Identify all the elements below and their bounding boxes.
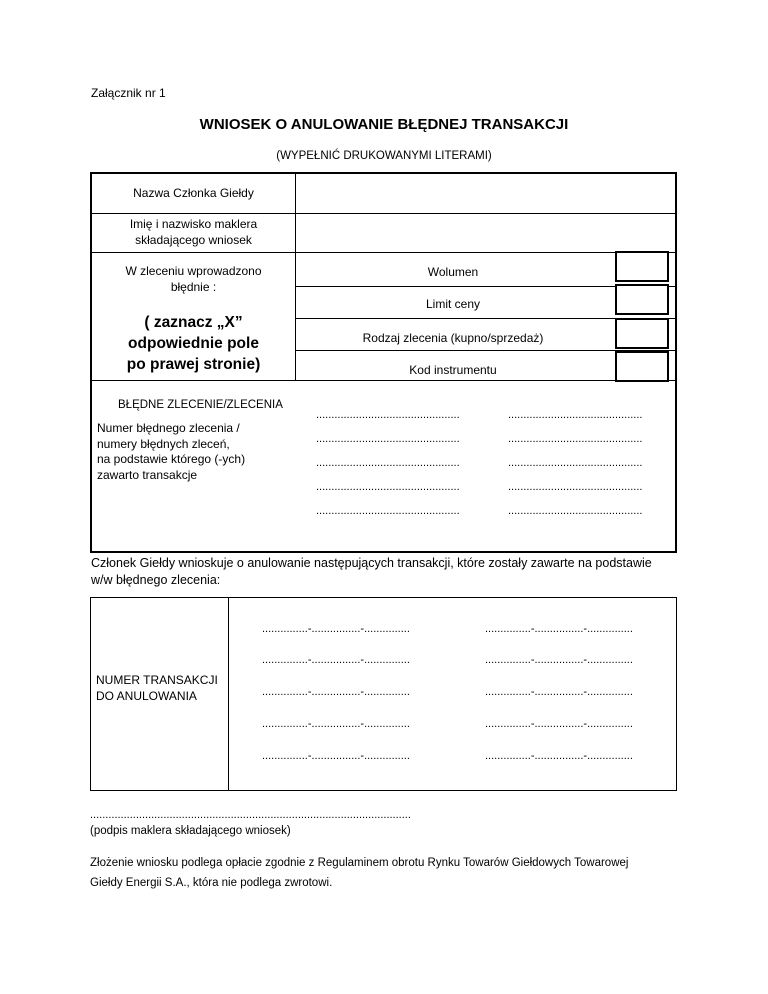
broker-name-field[interactable] (297, 215, 674, 251)
transaction-number-label-line1: NUMER TRANSAKCJI (96, 673, 218, 687)
entered-wrong-line2: błędnie : (170, 280, 217, 294)
transaction-number-field[interactable]: ...............-................-............... (485, 686, 633, 698)
request-paragraph (91, 555, 691, 589)
wrong-order-desc-line4: zawarto transakcje (97, 467, 198, 482)
wrong-order-heading: BŁĘDNE ZLECENIE/ZLECENIA (118, 399, 283, 411)
transaction-number-field[interactable]: ...............-................-............... (262, 750, 410, 762)
checkbox-price-limit[interactable] (615, 284, 669, 315)
fee-notice (90, 853, 710, 893)
transaction-number-field[interactable]: ...............-................-............... (485, 718, 633, 730)
option-order-type-label: Rodzaj zlecenia (kupno/sprzedaż) (362, 331, 544, 345)
wrong-order-desc-line1: Numer błędnego zlecenia / (97, 421, 240, 435)
option-price-limit-label: Limit ceny (425, 297, 481, 311)
mark-x-instruction (92, 312, 295, 375)
mark-x-line2: odpowiednie pole (128, 335, 259, 352)
wrong-order-description (97, 421, 292, 483)
document-subtitle: (WYPEŁNIĆ DRUKOWANYMI LITERAMI) (276, 150, 492, 162)
wrong-order-desc-line2: numery błędnych zleceń, (97, 436, 230, 451)
broker-name-label-line1: Imię i nazwisko maklera (129, 217, 258, 231)
signature-field[interactable]: ......................................................................................................... (90, 809, 411, 821)
transaction-number-field[interactable]: ...............-................-............... (262, 654, 410, 666)
wrong-order-number-field[interactable]: ............................................... (316, 481, 460, 493)
wrong-order-number-field[interactable]: ............................................ (508, 505, 643, 517)
member-name-label: Nazwa Członka Giełdy (133, 186, 254, 200)
wrong-order-desc-line3: na podstawie którego (-ych) (97, 452, 246, 466)
wrong-order-number-field[interactable]: ............................................ (508, 433, 643, 445)
option-instrument-code-label: Kod instrumentu (409, 363, 497, 377)
member-name-field[interactable] (297, 174, 674, 212)
wrong-order-number-field[interactable]: ............................................... (316, 433, 460, 445)
wrong-order-number-field[interactable]: ............................................... (316, 409, 460, 421)
fee-text-line2: Giełdy Energii S.A., która nie podlega zwrotowi. (90, 877, 333, 889)
wrong-order-number-field[interactable]: ............................................ (508, 457, 643, 469)
transaction-number-field[interactable]: ...............-................-............... (485, 750, 633, 762)
transaction-number-field[interactable]: ...............-................-............... (262, 718, 410, 730)
request-text-line2: w/w błędnego zlecenia: (91, 573, 221, 587)
transaction-number-label (96, 672, 226, 704)
mark-x-line3: po prawej stronie) (126, 356, 261, 373)
option-volume-label: Wolumen (427, 265, 479, 279)
checkbox-order-type[interactable] (615, 318, 669, 349)
transaction-number-label-line2: DO ANULOWANIA (96, 689, 197, 703)
entered-wrong-line1: W zleceniu wprowadzono (125, 264, 262, 278)
wrong-order-number-field[interactable]: ............................................ (508, 409, 643, 421)
signature-label: (podpis maklera składającego wniosek) (90, 825, 291, 837)
broker-name-label (92, 216, 295, 248)
transaction-number-field[interactable]: ...............-................-............... (485, 654, 633, 666)
transaction-number-field[interactable]: ...............-................-............... (485, 623, 633, 635)
document-title: WNIOSEK O ANULOWANIE BŁĘDNEJ TRANSAKCJI (199, 116, 569, 133)
broker-name-label-line2: składającego wniosek (135, 233, 252, 247)
wrong-order-number-field[interactable]: ............................................ (508, 481, 643, 493)
checkbox-volume[interactable] (615, 251, 669, 282)
entered-wrong-label (92, 263, 295, 295)
mark-x-line1: ( zaznacz „X” (144, 314, 243, 331)
wrong-order-number-field[interactable]: ............................................... (316, 457, 460, 469)
transaction-number-field[interactable]: ...............-................-............... (262, 623, 410, 635)
checkbox-instrument-code[interactable] (615, 351, 669, 382)
wrong-order-number-field[interactable]: ............................................... (316, 505, 460, 517)
annex-label: Załącznik nr 1 (91, 86, 166, 100)
transaction-number-field[interactable]: ...............-................-............... (262, 686, 410, 698)
request-text-line1: Członek Giełdy wnioskuje o anulowanie następujących transakcji, które zostały zawarte na podstawie (91, 556, 652, 570)
fee-text-line1: Złożenie wniosku podlega opłacie zgodnie z Regulaminem obrotu Rynku Towarów Giełdowych Towarowej (90, 857, 629, 869)
